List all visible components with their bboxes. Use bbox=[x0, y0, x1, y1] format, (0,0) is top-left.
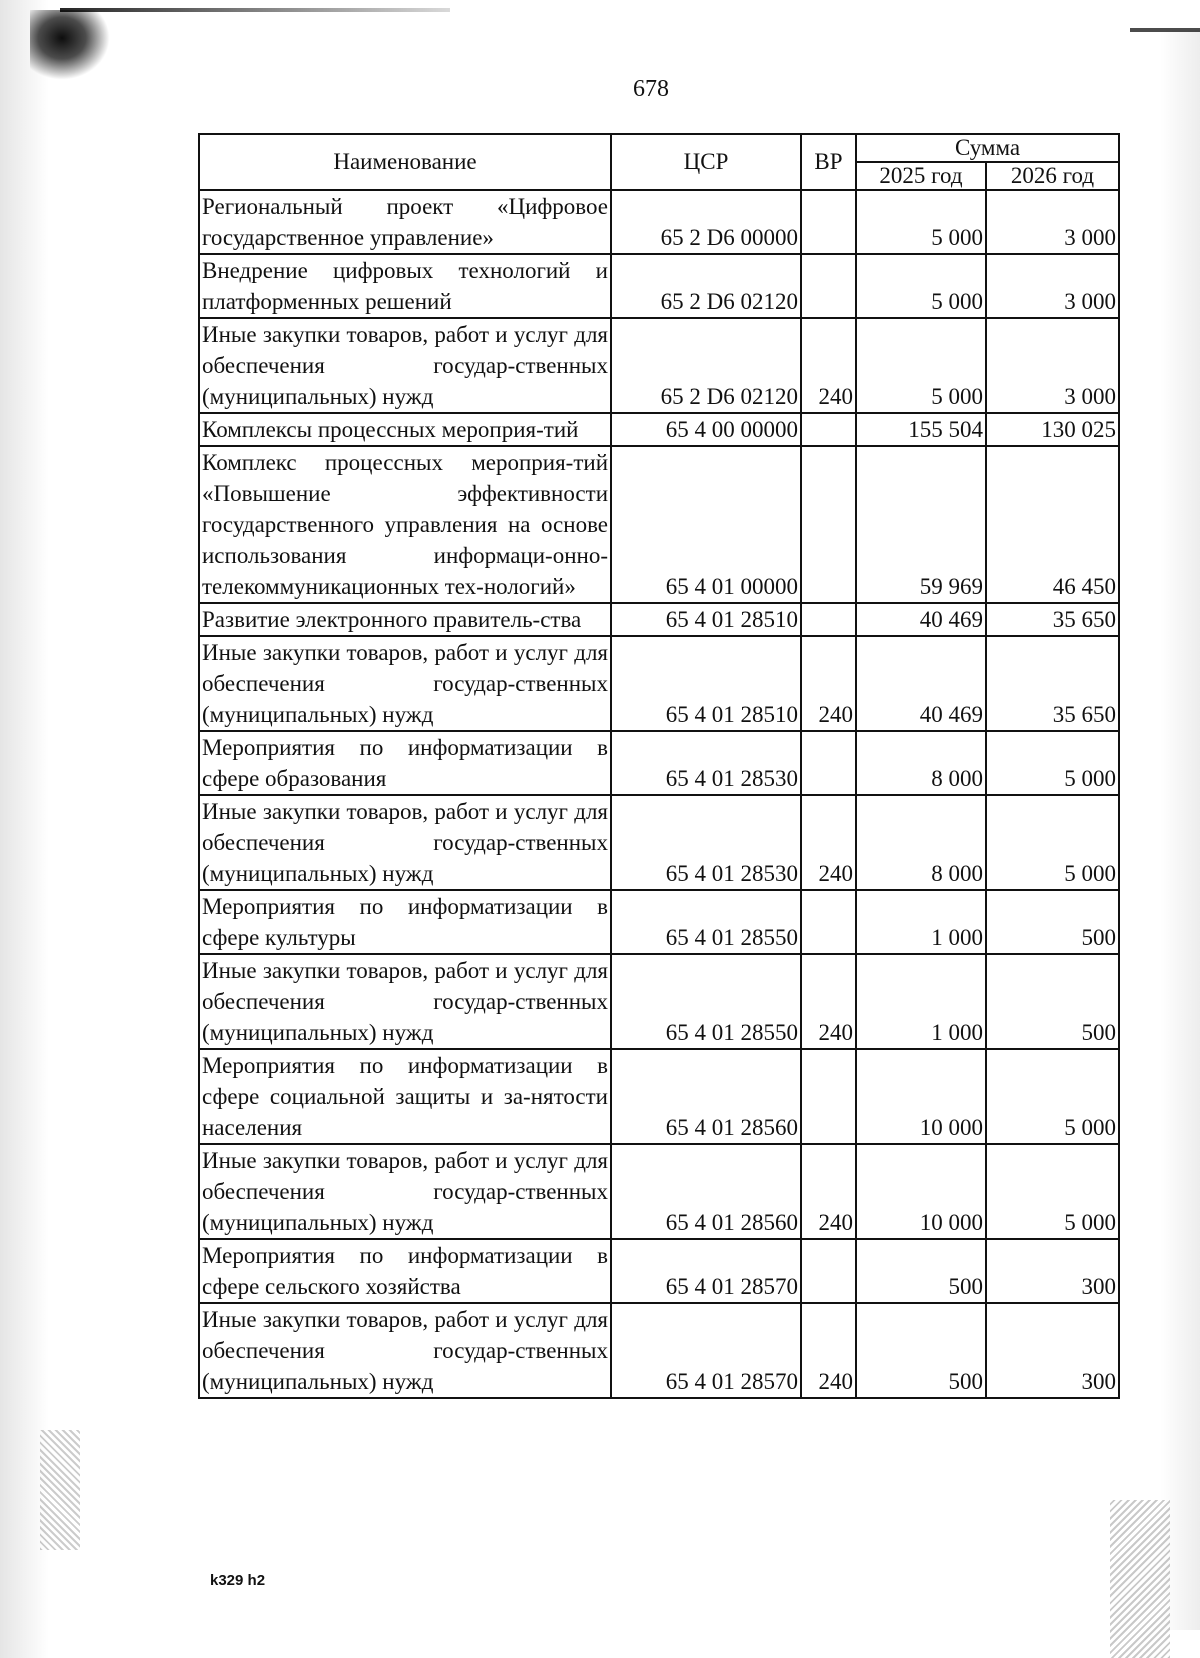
row-csr: 65 4 01 28530 bbox=[611, 795, 801, 890]
row-sum-2026: 500 bbox=[986, 890, 1119, 954]
row-vr bbox=[801, 446, 856, 603]
row-sum-2025: 1 000 bbox=[856, 890, 986, 954]
row-vr: 240 bbox=[801, 1303, 856, 1398]
scan-noise bbox=[1110, 1500, 1170, 1658]
row-sum-2026: 5 000 bbox=[986, 795, 1119, 890]
row-name: Иные закупки товаров, работ и услуг для обеспечения государ-ственных (муниципальных) нужд bbox=[199, 636, 611, 731]
row-csr: 65 4 01 00000 bbox=[611, 446, 801, 603]
row-name: Иные закупки товаров, работ и услуг для обеспечения государ-ственных (муниципальных) нужд bbox=[199, 1144, 611, 1239]
table-row bbox=[199, 795, 1119, 890]
row-csr: 65 4 01 28510 bbox=[611, 636, 801, 731]
row-sum-2026: 500 bbox=[986, 954, 1119, 1049]
scan-shadow-right bbox=[1160, 30, 1200, 1630]
table-row bbox=[199, 603, 1119, 636]
table-row bbox=[199, 731, 1119, 795]
row-sum-2025: 500 bbox=[856, 1239, 986, 1303]
row-name: Мероприятия по информатизации в сфере культуры bbox=[199, 890, 611, 954]
table-body bbox=[199, 190, 1119, 1398]
page-number: 678 bbox=[633, 76, 669, 102]
row-csr: 65 4 01 28560 bbox=[611, 1144, 801, 1239]
row-sum-2026: 46 450 bbox=[986, 446, 1119, 603]
row-vr bbox=[801, 731, 856, 795]
row-sum-2025: 5 000 bbox=[856, 318, 986, 413]
table-row bbox=[199, 1303, 1119, 1398]
row-sum-2025: 40 469 bbox=[856, 603, 986, 636]
row-name: Мероприятия по информатизации в сфере образования bbox=[199, 731, 611, 795]
row-name: Иные закупки товаров, работ и услуг для обеспечения государ-ственных (муниципальных) нужд bbox=[199, 954, 611, 1049]
row-sum-2025: 1 000 bbox=[856, 954, 986, 1049]
row-csr: 65 2 D6 02120 bbox=[611, 318, 801, 413]
row-name: Развитие электронного правитель-ства bbox=[199, 603, 611, 636]
row-sum-2026: 35 650 bbox=[986, 603, 1119, 636]
row-sum-2026: 5 000 bbox=[986, 1144, 1119, 1239]
row-sum-2026: 130 025 bbox=[986, 413, 1119, 446]
row-vr bbox=[801, 890, 856, 954]
row-sum-2026: 3 000 bbox=[986, 190, 1119, 254]
row-sum-2025: 10 000 bbox=[856, 1049, 986, 1144]
row-vr bbox=[801, 254, 856, 318]
row-sum-2025: 500 bbox=[856, 1303, 986, 1398]
table-row bbox=[199, 1239, 1119, 1303]
row-vr: 240 bbox=[801, 1144, 856, 1239]
row-sum-2025: 59 969 bbox=[856, 446, 986, 603]
row-sum-2025: 8 000 bbox=[856, 795, 986, 890]
scan-blot bbox=[30, 10, 110, 80]
row-name: Иные закупки товаров, работ и услуг для обеспечения государ-ственных (муниципальных) нужд bbox=[199, 318, 611, 413]
row-sum-2026: 300 bbox=[986, 1239, 1119, 1303]
row-name: Иные закупки товаров, работ и услуг для обеспечения государ-ственных (муниципальных) нужд bbox=[199, 1303, 611, 1398]
table-row bbox=[199, 446, 1119, 603]
row-csr: 65 4 01 28510 bbox=[611, 603, 801, 636]
row-csr: 65 4 01 28560 bbox=[611, 1049, 801, 1144]
header-vr: ВР bbox=[801, 134, 856, 190]
row-sum-2025: 8 000 bbox=[856, 731, 986, 795]
table-row bbox=[199, 954, 1119, 1049]
row-csr: 65 4 01 28530 bbox=[611, 731, 801, 795]
row-name: Комплексы процессных мероприя-тий bbox=[199, 413, 611, 446]
row-name: Внедрение цифровых технологий и платформенных решений bbox=[199, 254, 611, 318]
row-sum-2026: 3 000 bbox=[986, 318, 1119, 413]
row-vr: 240 bbox=[801, 318, 856, 413]
header-sum: Сумма bbox=[856, 134, 1119, 162]
row-name: Иные закупки товаров, работ и услуг для обеспечения государ-ственных (муниципальных) нужд bbox=[199, 795, 611, 890]
header-year-2025: 2025 год bbox=[856, 162, 986, 190]
row-csr: 65 4 01 28570 bbox=[611, 1239, 801, 1303]
row-csr: 65 4 01 28550 bbox=[611, 954, 801, 1049]
row-vr: 240 bbox=[801, 636, 856, 731]
table-row bbox=[199, 190, 1119, 254]
row-vr bbox=[801, 413, 856, 446]
row-name: Региональный проект «Цифровое государственное управление» bbox=[199, 190, 611, 254]
row-sum-2025: 155 504 bbox=[856, 413, 986, 446]
header-name: Наименование bbox=[199, 134, 611, 190]
row-vr: 240 bbox=[801, 954, 856, 1049]
row-csr: 65 4 00 00000 bbox=[611, 413, 801, 446]
row-csr: 65 2 D6 02120 bbox=[611, 254, 801, 318]
table-row bbox=[199, 1144, 1119, 1239]
row-vr bbox=[801, 1049, 856, 1144]
row-name: Мероприятия по информатизации в сфере социальной защиты и за-нятости населения bbox=[199, 1049, 611, 1144]
table-row bbox=[199, 890, 1119, 954]
row-sum-2025: 5 000 bbox=[856, 190, 986, 254]
table-row bbox=[199, 636, 1119, 731]
row-csr: 65 4 01 28570 bbox=[611, 1303, 801, 1398]
row-sum-2025: 5 000 bbox=[856, 254, 986, 318]
row-csr: 65 2 D6 00000 bbox=[611, 190, 801, 254]
scan-noise bbox=[40, 1430, 80, 1550]
row-sum-2026: 5 000 bbox=[986, 731, 1119, 795]
row-vr bbox=[801, 1239, 856, 1303]
budget-table bbox=[198, 133, 1120, 1399]
table-row bbox=[199, 1049, 1119, 1144]
header-csr: ЦСР bbox=[611, 134, 801, 190]
row-vr bbox=[801, 603, 856, 636]
row-sum-2025: 40 469 bbox=[856, 636, 986, 731]
scan-shadow-left bbox=[0, 0, 70, 1658]
table-header bbox=[199, 134, 1119, 190]
scan-line bbox=[1130, 28, 1200, 32]
header-year-2026: 2026 год bbox=[986, 162, 1119, 190]
row-vr bbox=[801, 190, 856, 254]
row-sum-2026: 35 650 bbox=[986, 636, 1119, 731]
row-name: Мероприятия по информатизации в сфере сельского хозяйства bbox=[199, 1239, 611, 1303]
table-row bbox=[199, 254, 1119, 318]
row-csr: 65 4 01 28550 bbox=[611, 890, 801, 954]
row-sum-2026: 300 bbox=[986, 1303, 1119, 1398]
row-name: Комплекс процессных мероприя-тий «Повышение эффективности государственного управления на основе использования информаци-онно-телекоммуникационных тех-нологий» bbox=[199, 446, 611, 603]
scan-line bbox=[60, 8, 450, 12]
row-sum-2026: 3 000 bbox=[986, 254, 1119, 318]
table-row bbox=[199, 413, 1119, 446]
row-sum-2026: 5 000 bbox=[986, 1049, 1119, 1144]
table-row bbox=[199, 318, 1119, 413]
row-vr: 240 bbox=[801, 795, 856, 890]
document-code: k329 h2 bbox=[210, 1572, 266, 1589]
row-sum-2025: 10 000 bbox=[856, 1144, 986, 1239]
